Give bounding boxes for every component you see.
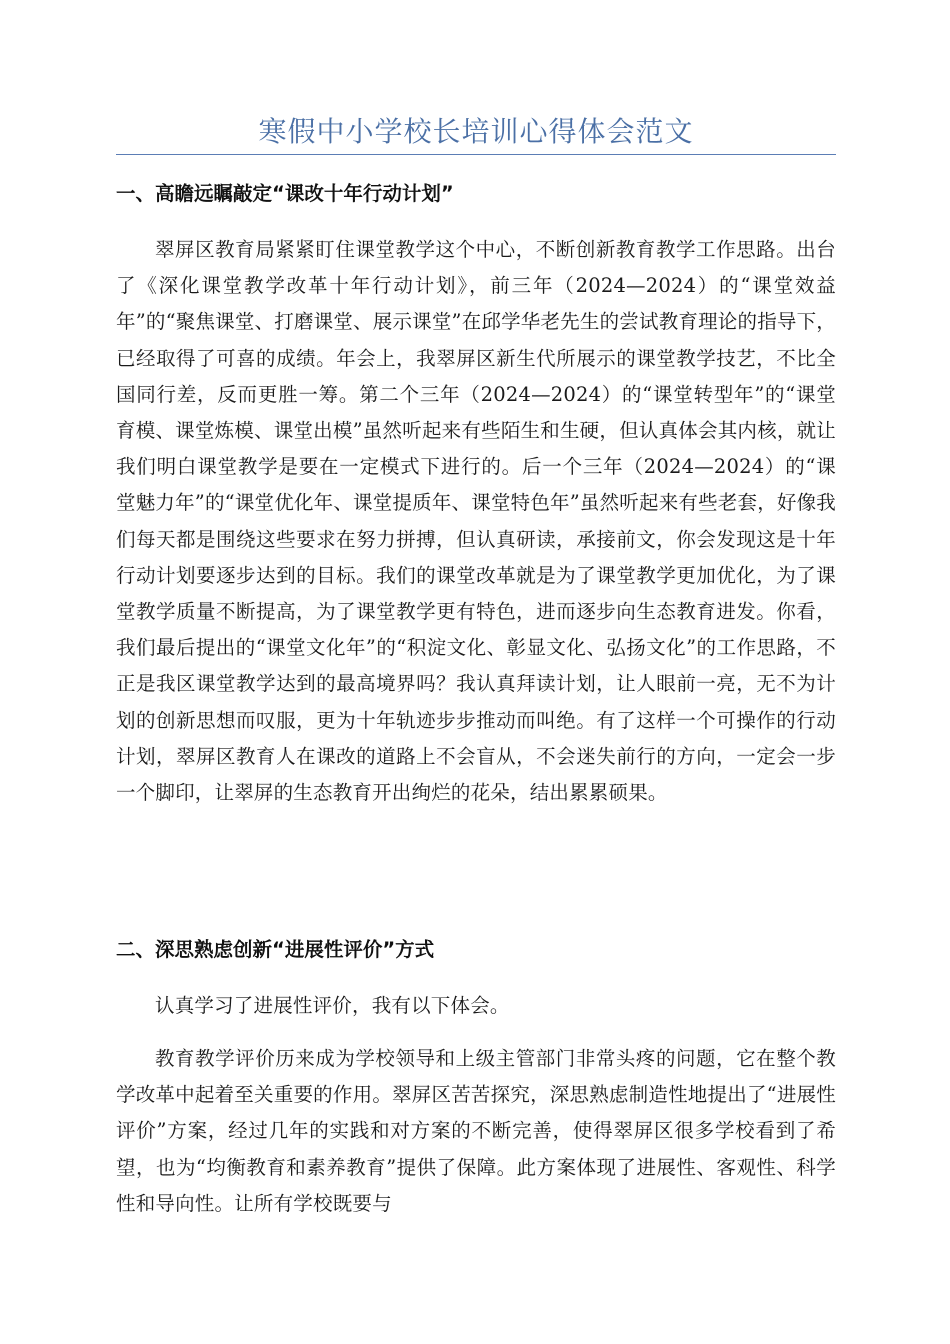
section-1-paragraph-1: 翠屏区教育局紧紧盯住课堂教学这个中心，不断创新教育教学工作思路。出台了《深化课堂教学改革十年行动计划》，前三年（2024—2024）的“课堂效益年”的“聚焦课堂、打磨课堂、展示课堂”在邱学华老先生的尝试教育理论的指导下，已经取得了可喜的成绩。年会上，我翠屏区新生代所展示的课堂教学技艺，不比全国同行差，反而更胜一筹。第二个三年（2024—2024）的“课堂转型年”的“课堂育模、课堂炼模、课堂出模”虽然听起来有些陌生和生硬，但认真体会其内核，就让我们明白课堂教学是要在一定模式下进行的。后一个三年（2024—2024）的“课堂魅力年”的“课堂优化年、课堂提质年、课堂特色年”虽然听起来有些老套，好像我们每天都是围绕这些要求在努力拼搏，但认真研读，承接前文，你会发现这是十年行动计划要逐步达到的目标。我们的课堂改革就是为了课堂教学更加优化，为了课堂教学质量不断提高，为了课堂教学更有特色，进而逐步向生态教育进发。你看，我们最后提出的“课堂文化年”的“积淀文化、彰显文化、弘扬文化”的工作思路，不正是我区课堂教学达到的最高境界吗？我认真拜读计划，让人眼前一亮，无不为计划的创新思想而叹服，更为十年轨迹步步推动而叫绝。有了这样一个可操作的行动计划，翠屏区教育人在课改的道路上不会盲从，不会迷失前行的方向，一定会一步一个脚印，让翠屏的生态教育开出绚烂的花朵，结出累累硕果。 — [116, 238, 837, 805]
section-heading-1: 一、高瞻远瞩敲定“课改十年行动计划” — [116, 182, 454, 205]
section-2-paragraph-1: 认真学习了进展性评价，我有以下体会。 — [155, 994, 510, 1017]
section-2-paragraph-2: 教育教学评价历来成为学校领导和上级主管部门非常头疼的问题，它在整个教学改革中起着至关重要的作用。翠屏区苦苦探究，深思熟虑制造性地提出了“进展性评价”方案，经过几年的实践和对方案的不断完善，使得翠屏区很多学校看到了希望，也为“均衡教育和素养教育”提供了保障。此方案体现了进展性、客观性、科学性和导向性。让所有学校既要与 — [116, 1047, 836, 1215]
title-underline — [116, 154, 836, 155]
document-title: 寒假中小学校长培训心得体会范文 — [258, 115, 694, 148]
section-heading-2: 二、深思熟虑创新“进展性评价”方式 — [116, 938, 435, 961]
